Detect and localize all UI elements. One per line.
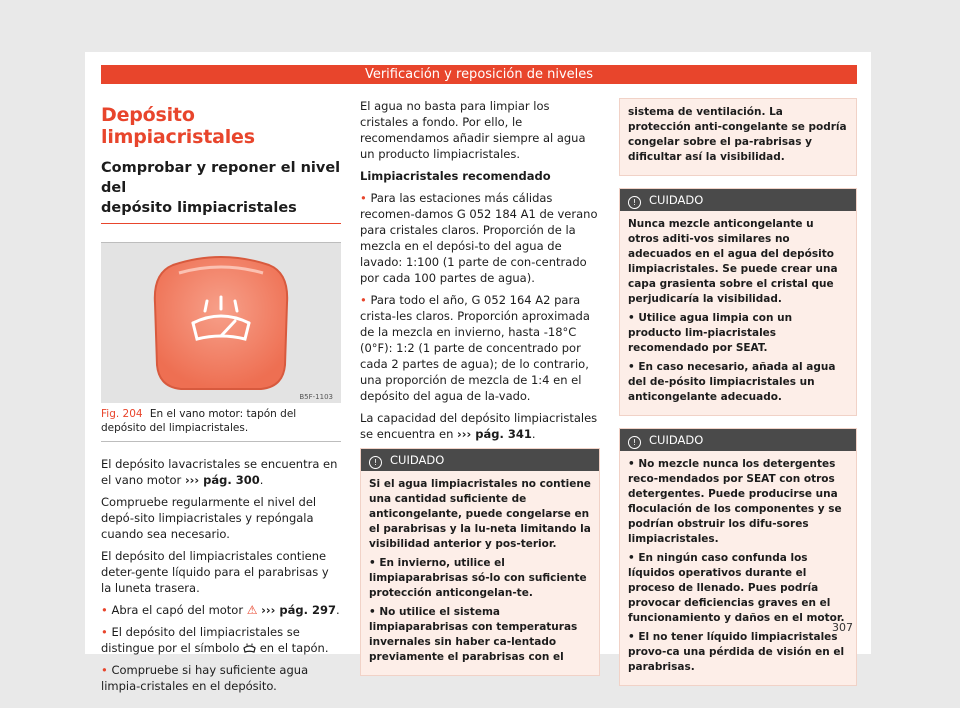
caution-bullet: • El no tener líquido limpiacristales provo-ca una pérdida de visión en el parabrisas. <box>628 631 845 673</box>
bullet-all-year: • Para todo el año, G 052 164 A2 para crista-les claros. Proporción aproximada de la mezcla en invierno, hasta -18°C (0°F): 1:2 (1 parte de concentrado por cada 2 partes de agua); de lo contrario, una proporción de mezcla de 1:4 en el depósito del agua de la-vado. <box>360 293 590 403</box>
figure-caption-text: En el vano motor: tapón del depósito del limpiacristales. <box>101 408 297 434</box>
bullet-summer: • Para las estaciones más cálidas recomen-damos G 052 184 A1 de verano para cristales claros. Proporción de la mezcla en el depósi-to del agua de lavado: 1:100 (1 parte de con-centrado por cada 100 partes de agua). <box>360 191 598 285</box>
caution-text: sistema de ventilación. La protección anti-congelante se podría congelar sobre el pa-rabrisas y dificultar así la visibilidad. <box>628 106 847 163</box>
section-subtitle <box>101 158 341 224</box>
bullet-icon: • <box>369 606 376 618</box>
caution-header: ! CUIDADO <box>620 429 856 451</box>
caution-body <box>620 211 856 415</box>
bullet-open-hood: • Abra el capó del motor ⚠ ››› pág. 297. <box>101 603 340 617</box>
bullet-icon: • <box>360 191 367 205</box>
paragraph-contents: El depósito del limpiacristales contiene deter-gente líquido para el parabrisas y la luneta trasera. <box>101 549 329 595</box>
caution-bullet: • En invierno, utilice el limpiaparabrisas só-lo con suficiente protección anticongelan-te. <box>369 557 587 599</box>
manual-page <box>85 52 871 693</box>
caution-bullet: • No utilice el sistema limpiaparabrisas con temperaturas invernales sin haber ca-lentado previamente el parabrisas con el <box>369 606 578 663</box>
caution-box-continued <box>619 98 857 176</box>
paragraph-capacity: La capacidad del depósito limpiacristales se encuentra en ››› pág. 341. <box>360 411 598 441</box>
exclamation-circle-icon: ! <box>628 436 641 449</box>
page-link-300[interactable]: ››› pág. 300 <box>184 473 260 487</box>
subtitle-line-2: depósito limpiacristales <box>101 200 297 216</box>
caution-box <box>619 428 857 686</box>
bullet-icon: • <box>101 603 108 617</box>
section-header: Verificación y reposición de niveles <box>101 65 857 84</box>
exclamation-circle-icon: ! <box>628 196 641 209</box>
bullet-icon: • <box>628 631 635 643</box>
caution-text: Si el agua limpiacristales no contiene una cantidad suficiente de anticongelante, puede congelarse en el parabrisas y la lu-neta limitando la visibilidad anterior y pos-terior. <box>369 478 591 550</box>
washer-cap-illustration <box>101 243 341 403</box>
exclamation-circle-icon: ! <box>369 456 382 469</box>
caution-header: ! CUIDADO <box>361 449 599 471</box>
caution-bullet: • En ningún caso confunda los líquidos operativos durante el proceso de llenado. Pues podría provocar deficiencias graves en el funcionamiento y daños en el motor. <box>628 552 845 624</box>
paragraph-check: Compruebe regularmente el nivel del depó-sito limpiacristales y repóngala cuando sea necesario. <box>101 495 317 541</box>
bullet-icon: • <box>628 552 635 564</box>
figure-caption <box>101 403 341 442</box>
page-link-297[interactable]: ››› pág. 297 <box>261 603 336 617</box>
bullet-icon: • <box>101 663 108 677</box>
caution-text: Nunca mezcle anticongelante u otros aditi-vos similares no adecuados en el agua del depósito limpiacristales. Se puede crear una capa grasienta sobre el cristal que perjudicaría la visibilidad. <box>628 218 838 305</box>
column-right <box>619 98 857 698</box>
caution-box <box>619 188 857 416</box>
caution-header: ! CUIDADO <box>620 189 856 211</box>
subtitle-line-1: Comprobar y reponer el nivel del <box>101 160 341 196</box>
bullet-icon: • <box>101 625 108 639</box>
caution-bullet: • No mezcle nunca los detergentes reco-mendados por SEAT con otros detergentes. Puede producirse una floculación de los componentes y se podrían obstruir los difu-sores limpiacristales. <box>628 458 842 545</box>
column-left <box>101 98 341 694</box>
figure-number: Fig. 204 <box>101 408 143 420</box>
bullet-icon: • <box>369 557 376 569</box>
bullet-symbol: • El depósito del limpiacristales se distingue por el símbolo en el tapón. <box>101 625 329 655</box>
bullet-icon: • <box>360 293 367 307</box>
warning-triangle-icon: ⚠ <box>246 603 258 617</box>
paragraph-water: El agua no basta para limpiar los cristales a fondo. Por ello, le recomendamos añadir siempre al agua un producto limpiacristales. <box>360 99 586 161</box>
page-title: Depósito limpiacristales <box>101 104 255 148</box>
caution-body <box>361 471 599 675</box>
paragraph-location: El depósito lavacristales se encuentra en el vano motor ››› pág. 300. <box>101 457 338 487</box>
bullet-icon: • <box>628 458 635 470</box>
washer-cap-figure <box>101 242 341 403</box>
page-link-341[interactable]: ››› pág. 341 <box>457 427 532 441</box>
caution-bullet: • En caso necesario, añada al agua del de-pósito limpiacristales un anticongelante adecuado. <box>628 361 836 403</box>
caution-body <box>620 99 856 175</box>
caution-box <box>360 448 600 676</box>
figure-code: B5F-1103 <box>299 393 333 401</box>
bullet-icon: • <box>628 361 635 373</box>
column-middle <box>360 98 600 676</box>
caution-bullet: • Utilice agua limpia con un producto lim-piacristales recomendado por SEAT. <box>628 312 793 354</box>
caution-body <box>620 451 856 685</box>
page-number: 307 <box>832 621 853 634</box>
bullet-icon: • <box>628 312 635 324</box>
washer-fluid-icon <box>243 643 256 653</box>
bullet-check-fluid: • Compruebe si hay suficiente agua limpia-cristales en el depósito. <box>101 663 309 693</box>
recommended-heading: Limpiacristales recomendado <box>360 169 551 183</box>
